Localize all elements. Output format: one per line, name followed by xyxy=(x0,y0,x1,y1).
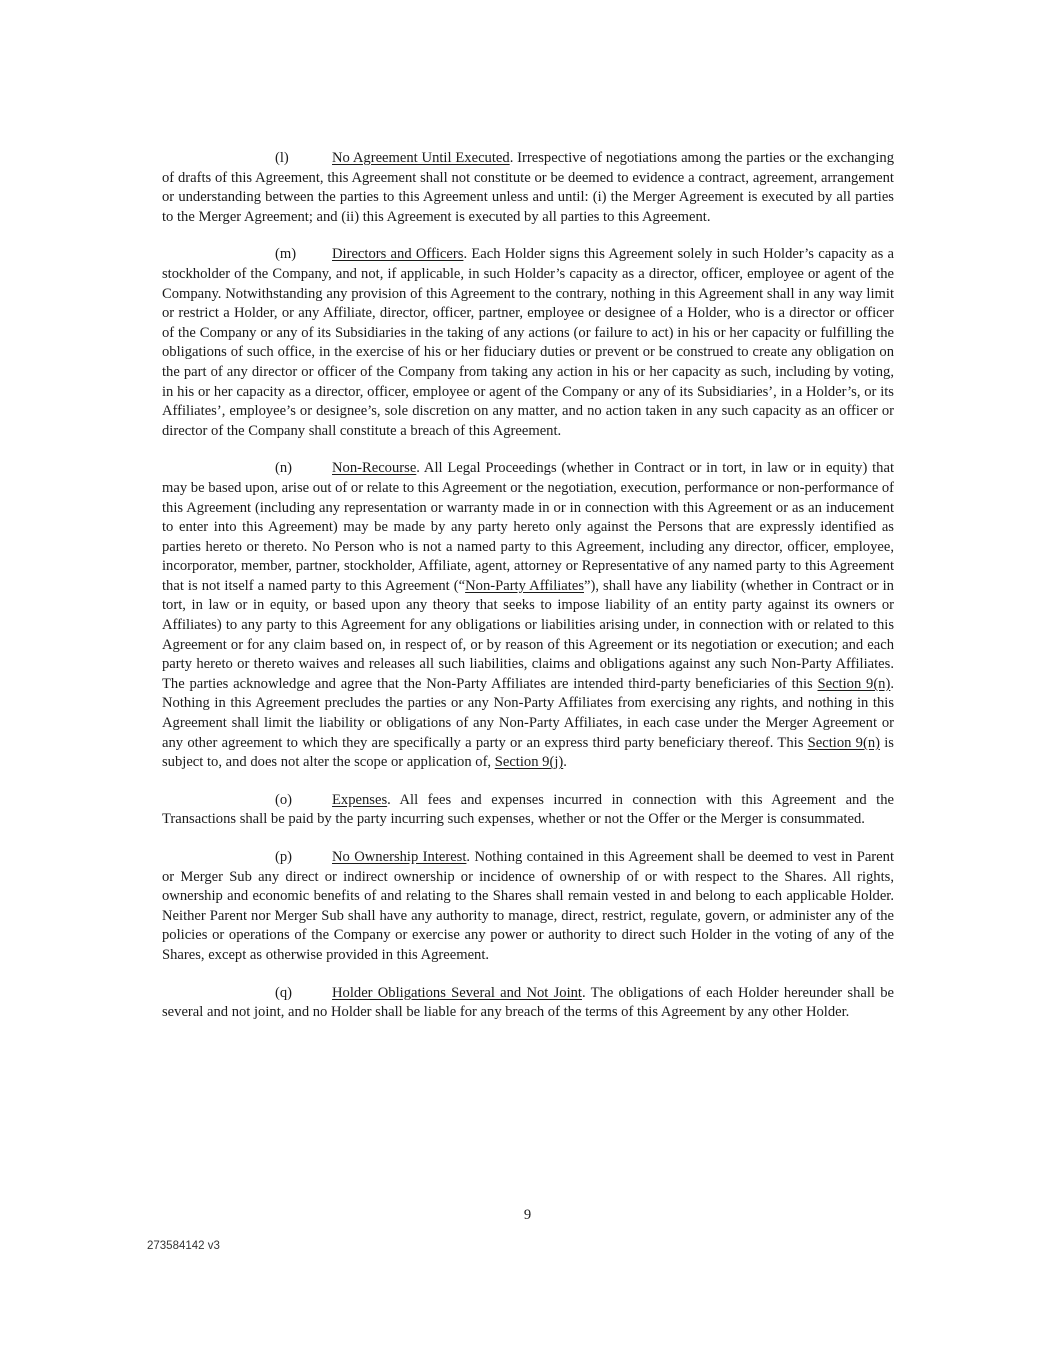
section-heading: Holder Obligations Several and Not Joint xyxy=(332,984,582,1001)
document-id: 273584142 v3 xyxy=(147,1240,220,1252)
section-body: . Nothing contained in this Agreement shall be deemed to vest in Parent or Merger Sub any direct or indirect ownership or incidence of ownership of or with respect to the Shares. All rights, ownership and economic benefits of and relating to the Shares shall remain vested in and belong to each applicable Holder. Neither Parent nor Merger Sub shall have any authority to manage, direct, restrict, regulate, govern, or administer any of the policies or operations of the Company or exercise any power or authority to direct such Holder in the voting of any of the Shares, except as otherwise provided in this Agreement. xyxy=(162,849,894,963)
defined-term: Non-Party Affiliates xyxy=(465,577,584,594)
document-page xyxy=(162,149,894,1041)
section-body-part: is subject to, and does not alter the scope or application of, xyxy=(162,734,894,771)
section-l xyxy=(162,149,894,227)
section-number: (l) xyxy=(275,150,289,166)
section-body: . Each Holder signs this Agreement solely in such Holder’s capacity as a stockholder of the Company, and not, if applicable, in such Holder’s capacity as a director, officer, employee or agent of the Company. Notwithstanding any provision of this Agreement to the contrary, nothing in this Agreement shall in any way limit or restrict a Holder, or any Affiliate, director, officer, partner, employee or designee of a Holder, who is a director or officer of the Company or any of its Subsidiaries in the taking of any actions (or failure to act) in his or her capacity or fulfilling the obligations of such office, in the exercise of his or her fiduciary duties or prevent or be construed to create any obligation on the part of any director or officer of the Company from taking any action in his or her capacity as such, including by voting, in his or her capacity as a director, officer, employee or agent of the Company or any of its Subsidiaries’, in a Holder’s, or its Affiliates’, employee’s or designee’s, sole discretion on any matter, and no action taken in any such capacity as an officer or director of the Company shall constitute a breach of this Agreement. xyxy=(162,246,894,439)
section-number: (n) xyxy=(275,460,293,477)
page-number: 9 xyxy=(523,1207,532,1223)
section-body-part: . All Legal Proceedings (whether in Contract or in tort, in law or in equity) that may be based upon, arise out of or relate to this Agreement or the negotiation, execution, performance or non-performance of this Agreement (including any representation or warranty made in or in connection with this Agreement or as an inducement to enter into this Agreement) may be made by any party hereto only against the Persons that are expressly identified as parties hereto or thereto. No Person who is not a named party to this Agreement, including any director, officer, employee, incorporator, member, partner, stockholder, Affiliate, agent, attorney or Representative of any named party to this Agreement that is not itself a named party to this Agreement (“ xyxy=(162,460,894,594)
section-heading: No Ownership Interest xyxy=(332,849,467,865)
section-body-part: ”), shall have any liability (whether in Contract or in tort, in law or in equity, or based upon any theory that seeks to impose liability of an entity party against its owners or Affiliates) to any party to this Agreement for any obligations or liabilities arising under, in connection with or related to this Agreement or for any claim based on, in respect of, or by reason of this Agreement or its negotiation or execution; and each party hereto or thereto waives and releases all such liabilities, claims and obligations against any such Non-Party Affiliates. The parties acknowledge and agree that the Non-Party Affiliates are intended third-party beneficiaries of this xyxy=(162,577,894,692)
section-body-part: . Nothing in this Agreement precludes the parties or any Non-Party Affiliates from exercising any rights, and nothing in this Agreement shall limit the liability or obligations of any Non-Party Affiliates, in each case under the Merger Agreement or any other agreement to which they are specifically a party or an express third party beneficiary thereof. This xyxy=(162,675,894,751)
section-o xyxy=(162,791,894,830)
section-body: . All fees and expenses incurred in connection with this Agreement and the Transactions shall be paid by the party incurring such expenses, whether or not the Offer or the Merger is consummated. xyxy=(162,791,894,828)
section-q xyxy=(162,984,894,1023)
section-body-part: . xyxy=(563,754,567,771)
section-body: . Irrespective of negotiations among the parties or the exchanging of drafts of this Agreement, this Agreement shall not constitute or be deemed to evidence a contract, agreement, arrangement or understanding between the parties to this Agreement unless and until: (i) the Merger Agreement is executed by all parties to the Merger Agreement; and (ii) this Agreement is executed by all parties to this Agreement. xyxy=(162,150,894,225)
section-number: (p) xyxy=(275,849,293,865)
section-number: (m) xyxy=(275,246,297,263)
section-n xyxy=(162,459,894,773)
section-number: (q) xyxy=(275,984,293,1001)
section-cross-reference-link[interactable]: Section 9(n) xyxy=(817,675,891,692)
section-cross-reference-link[interactable]: Section 9(n) xyxy=(807,734,880,751)
section-p xyxy=(162,848,894,966)
section-body: . The obligations of each Holder hereunder shall be several and not joint, and no Holder shall be liable for any breach of the terms of this Agreement by any other Holder. xyxy=(162,984,894,1021)
section-heading: Non-Recourse xyxy=(332,460,417,477)
section-cross-reference-link[interactable]: Section 9(j) xyxy=(494,754,564,771)
section-number: (o) xyxy=(275,791,293,808)
section-heading: Expenses xyxy=(332,791,388,808)
section-m xyxy=(162,245,894,441)
section-heading: No Agreement Until Executed xyxy=(332,150,510,166)
section-heading: Directors and Officers xyxy=(332,246,464,263)
